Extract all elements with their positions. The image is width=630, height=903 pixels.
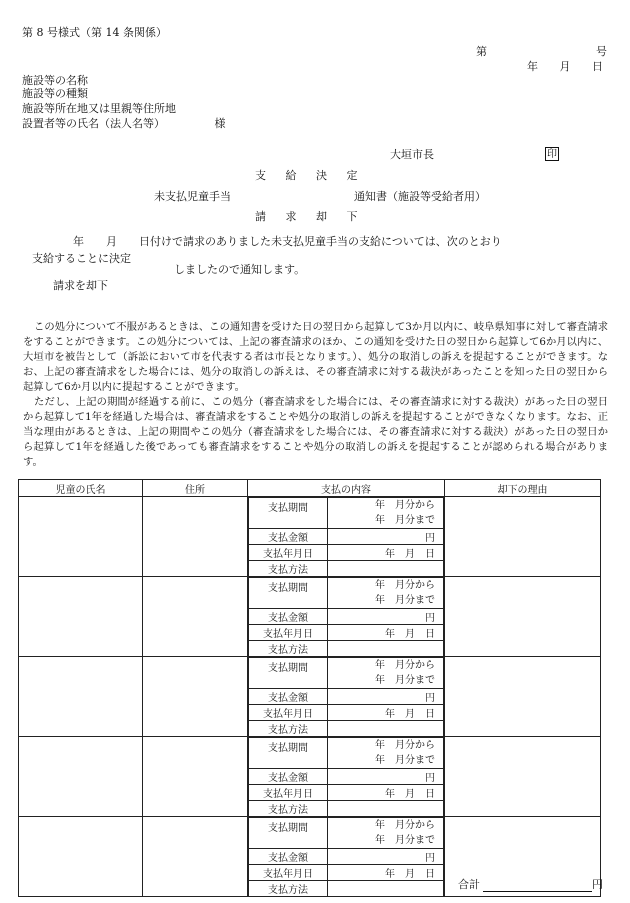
period-label: 支払期間 [249,738,328,769]
method-label: 支払方法 [249,801,328,817]
period-value[interactable] [328,498,444,529]
amount-value[interactable]: 円 [328,609,444,625]
table-row [19,737,601,817]
table-row [19,817,601,897]
address-cell[interactable] [143,737,248,817]
period-from: 年 月分から [375,500,435,511]
pay-date-value[interactable]: 年 月 日 [328,705,444,721]
establisher-name-field: 設置者等の氏名（法人名等） 様 [22,117,226,130]
facility-address-field: 施設等所在地又は里親等住所地 [22,102,176,115]
amount-label: 支払金額 [249,609,328,625]
period-label: 支払期間 [249,818,328,849]
amount-value[interactable]: 円 [328,529,444,545]
method-value[interactable] [328,721,444,737]
table-row [19,497,601,577]
form-number: 第 8 号様式（第 14 条関係） [22,26,167,39]
pay-date-label: 支払年月日 [249,545,328,561]
amount-label: 支払金額 [249,769,328,785]
pay-date-value[interactable]: 年 月 日 [328,865,444,881]
address-cell[interactable] [143,817,248,897]
method-label: 支払方法 [249,561,328,577]
appeal-notice [23,320,608,470]
pay-date-label: 支払年月日 [249,625,328,641]
method-value[interactable] [328,561,444,577]
amount-label: 支払金額 [249,689,328,705]
pay-date-value[interactable]: 年 月 日 [328,545,444,561]
method-value[interactable] [328,641,444,657]
payment-content-cell [248,497,445,577]
payment-content-cell [248,577,445,657]
child-name-cell[interactable] [19,737,143,817]
period-label: 支払期間 [249,498,328,529]
period-value[interactable] [328,818,444,849]
method-label: 支払方法 [249,641,328,657]
payment-content-cell [248,657,445,737]
header-payment-content: 支払の内容 [248,480,445,497]
payment-table [18,479,601,897]
period-to: 年 月分まで [375,755,435,766]
period-from: 年 月分から [375,660,435,671]
method-label: 支払方法 [249,721,328,737]
facility-name-field: 施設等の名称 [22,74,88,87]
total-input-line[interactable] [483,891,592,892]
method-value[interactable] [328,881,444,897]
pay-date-value[interactable]: 年 月 日 [328,625,444,641]
facility-type-field: 施設等の種類 [22,87,88,100]
amount-value[interactable]: 円 [328,849,444,865]
title-subject: 未支払児童手当 [154,190,231,203]
child-name-cell[interactable] [19,577,143,657]
address-cell[interactable] [143,657,248,737]
child-name-cell[interactable] [19,657,143,737]
child-name-cell[interactable] [19,817,143,897]
amount-label: 支払金額 [249,529,328,545]
address-cell[interactable] [143,497,248,577]
period-value[interactable] [328,578,444,609]
period-from: 年 月分から [375,580,435,591]
total-label: 合計 [458,878,480,891]
period-to: 年 月分まで [375,835,435,846]
seal-mark: 印 [547,149,557,160]
amount-value[interactable]: 円 [328,689,444,705]
pay-date-label: 支払年月日 [249,785,328,801]
address-cell[interactable] [143,577,248,657]
payment-content-cell [248,737,445,817]
header-rejection-reason: 却下の理由 [445,480,601,497]
appeal-paragraph-1: この処分について不服があるときは、この通知書を受けた日の翌日から起算して3か月以内に、岐阜県知事に対して審査請求をすることができます。この処分については、上記の審査請求のほか、この通知を受けた日の翌日から起算して6か月以内に、大垣市を被告として（訴訟において市を代表する者は市長となります。）、処分の取消しの訴えを提起することができます。なお、上記の審査請求をした場合には、処分の取消しの訴えは、その審査請求に対する裁決があったことを知った日の翌日から起算して6か月以内に提起することができます。 [23,321,608,393]
pay-date-value[interactable]: 年 月 日 [328,785,444,801]
amount-label: 支払金額 [249,849,328,865]
period-value[interactable] [328,738,444,769]
method-value[interactable] [328,801,444,817]
document-number-label: 第 [476,45,487,58]
body-option-reject: 請求を却下 [53,279,108,292]
title-option-rejection: 請 求 却 下 [255,210,366,223]
document-number-suffix: 号 [596,45,607,58]
rejection-reason-cell[interactable] [445,657,601,737]
period-to: 年 月分まで [375,675,435,686]
period-label: 支払期間 [249,658,328,689]
body-line-1: 年 月 日付けで請求のありました未支払児童手当の支給については、次のとおり [73,235,502,248]
issuer-name: 大垣市長 [390,148,434,161]
rejection-reason-cell[interactable] [445,497,601,577]
rejection-reason-cell[interactable] [445,737,601,817]
rejection-reason-cell[interactable] [445,577,601,657]
appeal-paragraph-2: ただし、上記の期間が経過する前に、この処分（審査請求をした場合には、その審査請求に対する裁決）があった日の翌日から起算して1年を経過した場合は、審査請求をすることや処分の取消しの訴えを提起することができなくなります。なお、正当な理由があるときは、上記の期間やこの処分（審査請求をした場合には、その審査請求に対する裁決）があった日の翌日から起算して1年を経過した後であっても審査請求をすることや処分の取消しの訴えを提起することが認められる場合があります。 [23,396,608,468]
period-from: 年 月分から [375,820,435,831]
header-address: 住所 [143,480,248,497]
payment-content-cell [248,817,445,897]
header-child-name: 児童の氏名 [19,480,143,497]
period-label: 支払期間 [249,578,328,609]
method-label: 支払方法 [249,881,328,897]
period-value[interactable] [328,658,444,689]
table-row [19,657,601,737]
period-from: 年 月分から [375,740,435,751]
period-to: 年 月分まで [375,515,435,526]
body-line-2: しましたので通知します。 [174,263,306,276]
title-option-decision: 支 給 決 定 [255,169,366,182]
title-notice: 通知書（施設等受給者用） [354,190,486,203]
issue-date: 年 月 日 [527,60,603,73]
child-name-cell[interactable] [19,497,143,577]
pay-date-label: 支払年月日 [249,705,328,721]
body-option-payment: 支給することに決定 [32,252,131,265]
pay-date-label: 支払年月日 [249,865,328,881]
table-row [19,577,601,657]
amount-value[interactable]: 円 [328,769,444,785]
period-to: 年 月分まで [375,595,435,606]
total-unit: 円 [592,878,603,891]
